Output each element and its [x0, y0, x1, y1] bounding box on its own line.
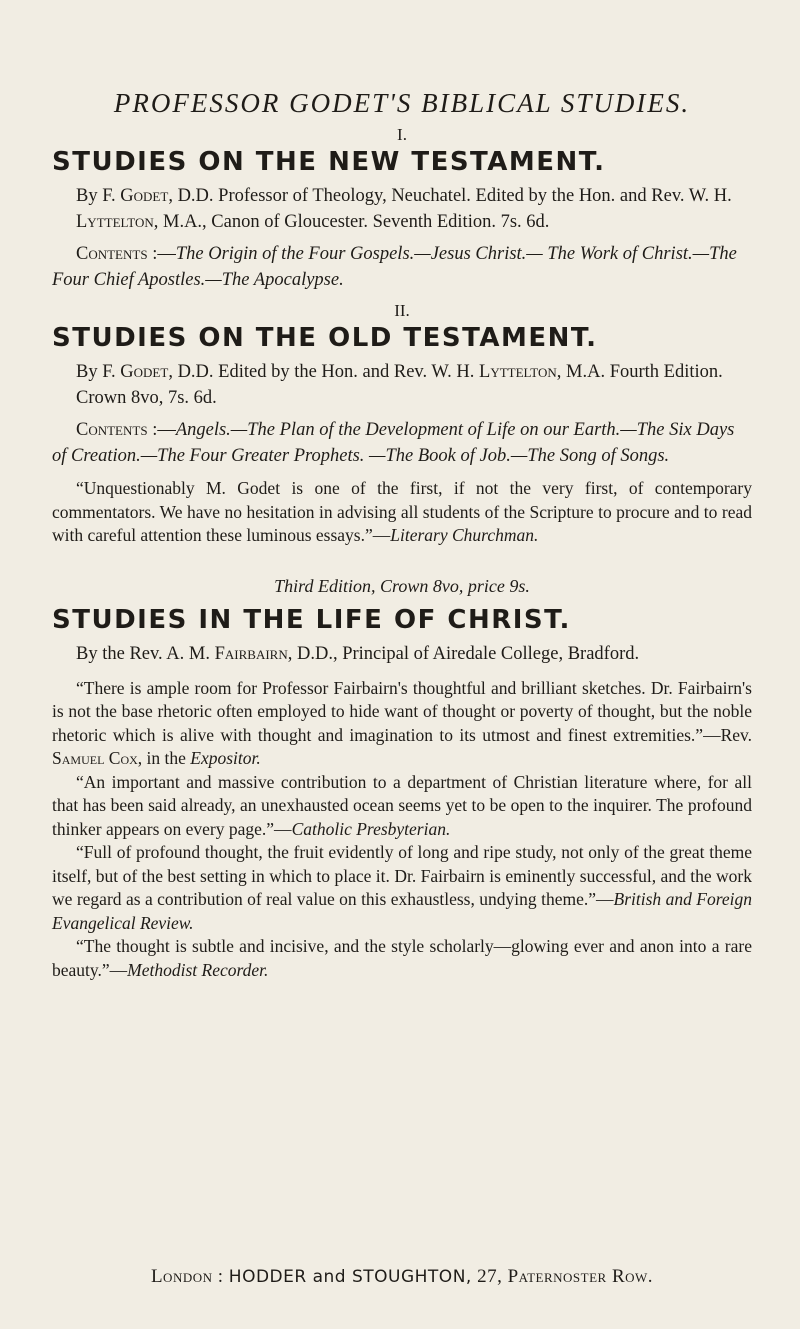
- editor-name: Lyttelton: [479, 362, 557, 382]
- review-quote: [52, 935, 752, 982]
- book-byline: [76, 641, 752, 667]
- byline-middle: , D.D. Professor of Theology, Neuchatel. Edited by the Hon. and Rev. W. H.: [168, 186, 732, 206]
- review-source: Expositor.: [190, 748, 261, 768]
- imprint-separator: :: [217, 1266, 224, 1287]
- author-name: Godet: [120, 362, 169, 382]
- review-connector: , in the: [137, 748, 191, 768]
- edition-note: Third Edition, Crown 8vo, price 9s.: [274, 575, 530, 596]
- book-byline: [76, 359, 752, 411]
- review-quote: [52, 477, 752, 548]
- author-name: Fairbairn: [214, 643, 288, 664]
- contents-label: Contents: [76, 244, 148, 264]
- review-text: “Unquestionably M. Godet is one of the first, if not the very first, of contemporary commentators. We have no hesitation in advising all students of the Scripture to procure and to read with careful attention these luminous essays.”—: [52, 478, 752, 545]
- review-text: “An important and massive contribution to a department of Christian literature where, for all that has been said already, an unexhausted ocean seems yet to be open to the inquirer. The profound thinker appears on every page.”—: [52, 771, 752, 839]
- byline-suffix: , M.A. Fourth Edition. Crown 8vo, 7s. 6d.: [76, 362, 723, 408]
- byline-suffix: , M.A., Canon of Gloucester. Seventh Edition. 7s. 6d.: [153, 212, 550, 232]
- byline-prefix: By F.: [76, 362, 121, 382]
- contents-list: Angels.—The Plan of the Development of Life on our Earth.—The Six Days of Creation.—The Four Greater Prophets. —The Book of Job.—The Song of Songs.: [52, 420, 735, 466]
- imprint-address: 27, Paternoster Row.: [477, 1266, 654, 1287]
- publisher-imprint: [52, 1266, 752, 1288]
- book-contents: Contents :—The Origin of the Four Gospels.—Jesus Christ.— The Work of Christ.—The Four Chief Apostles.—The Apocalypse.: [52, 244, 737, 290]
- review-text: “The thought is subtle and incisive, and the style scholarly—glowing ever and anon into a rare beauty.”—: [52, 936, 752, 980]
- review-source: Literary Churchman.: [390, 525, 539, 545]
- book-title: STUDIES ON THE NEW TESTAMENT.: [52, 147, 606, 177]
- review-text: “There is ample room for Professor Fairbairn's thoughtful and brilliant sketches. Dr. Fairbairn's is not the base rhetoric often employed to hide want of thought or poverty of thought, but the noble rhetoric which is alive with thought and imagination to its utmost and finest extremities.”—Rev.: [52, 677, 752, 745]
- imprint-publisher: HODDER and STOUGHTON,: [228, 1267, 472, 1287]
- page-header-title: PROFESSOR GODET'S BIBLICAL STUDIES.: [113, 88, 691, 118]
- contents-list: The Origin of the Four Gospels.—Jesus Christ.— The Work of Christ.—The Four Chief Apostles.—The Apocalypse.: [52, 244, 737, 290]
- review-text: “Full of profound thought, the fruit evidently of long and ripe study, not only of the great theme itself, but of the best setting in which to place it. Dr. Fairbairn is eminently successful, and the work we regard as a contribution of real value on this exhaustless, undying theme.”—: [52, 842, 752, 909]
- review-quote: [52, 771, 752, 842]
- imprint-city: London: [150, 1266, 213, 1287]
- review-source: British and Foreign Evangelical Review.: [52, 889, 752, 933]
- book-title: STUDIES ON THE OLD TESTAMENT.: [52, 323, 598, 353]
- editor-name: Lyttelton: [76, 212, 154, 232]
- review-source: Methodist Recorder.: [127, 959, 269, 980]
- book-contents: Contents :—Angels.—The Plan of the Development of Life on our Earth.—The Six Days of Creation.—The Four Greater Prophets. —The Book of Job.—The Song of Songs.: [52, 420, 735, 466]
- review-quote: [52, 677, 752, 771]
- review-source: Catholic Presbyterian.: [291, 818, 451, 839]
- byline-suffix: , D.D., Principal of Airedale College, Bradford.: [287, 643, 640, 664]
- section-old-testament: [52, 301, 752, 548]
- byline-prefix: By the Rev. A. M.: [76, 643, 215, 664]
- section-new-testament: [52, 125, 752, 293]
- book-title: STUDIES IN THE LIFE OF CHRIST.: [52, 604, 571, 635]
- review-quote: [52, 841, 752, 935]
- section-numeral: I.: [397, 125, 407, 144]
- author-name: Godet: [120, 186, 169, 206]
- book-byline: [76, 183, 752, 235]
- reviewer-name: Samuel Cox: [52, 748, 138, 768]
- section-life-of-christ: [52, 576, 752, 983]
- section-numeral: II.: [394, 301, 410, 320]
- byline-prefix: By F.: [76, 186, 121, 206]
- byline-middle: , D.D. Edited by the Hon. and Rev. W. H.: [168, 362, 480, 382]
- contents-label: Contents: [76, 420, 148, 440]
